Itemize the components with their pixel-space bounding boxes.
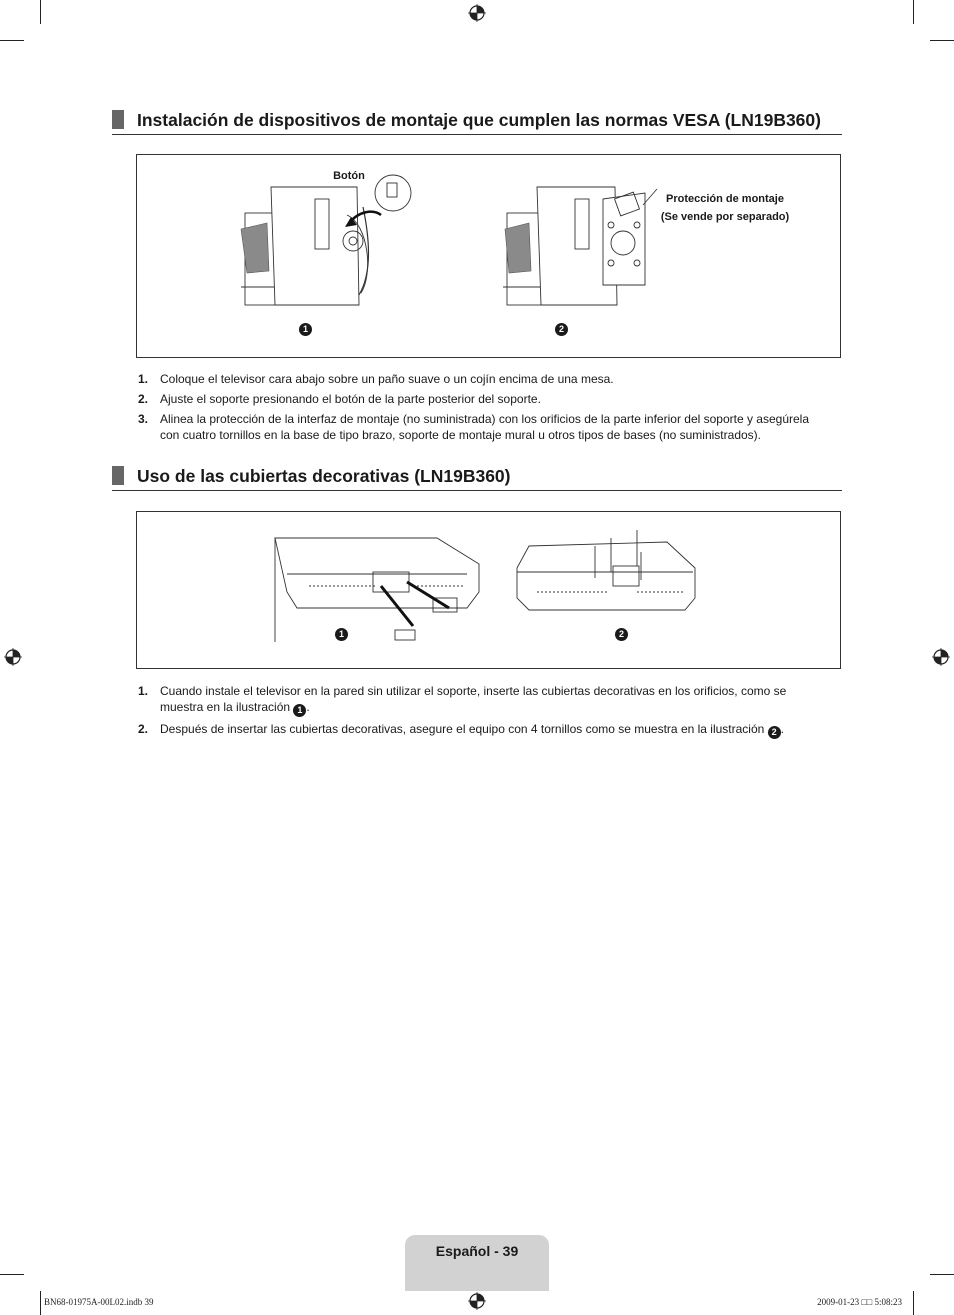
step-item: 1. Cuando instale el televisor en la pared sin utilizar el soporte, inserte las cubiertas decorativas en los orificios, como se muestra en la ilustración 1 . xyxy=(138,684,787,715)
label-button: Botón xyxy=(333,170,365,182)
step-item: 1. Coloque el televisor cara abajo sobre un paño suave o un cojín encima de una mesa. xyxy=(138,372,614,386)
figure-badge-2: 2 xyxy=(555,323,568,336)
covers-figure xyxy=(136,511,841,669)
crop-mark-icon xyxy=(40,1291,41,1315)
figure-ref-badge: 2 xyxy=(768,726,781,739)
figure-badge-1: 1 xyxy=(299,323,312,336)
vesa-illustration xyxy=(137,155,840,357)
label-mount-protection xyxy=(645,190,805,226)
section-title-covers xyxy=(112,466,842,491)
tv-base-illustration-2 xyxy=(517,530,695,610)
figure-ref-badge: 1 xyxy=(293,704,306,717)
registration-mark-icon xyxy=(932,648,950,666)
label-mount-line2: (Se vende por separado) xyxy=(660,211,790,223)
crop-mark-icon xyxy=(930,40,954,41)
cushion-shape xyxy=(505,223,531,273)
page-number-tab xyxy=(405,1235,549,1291)
label-mount-line1: Protección de montaje xyxy=(666,193,784,205)
covers-steps xyxy=(138,683,828,743)
page-label: Español - 39 xyxy=(435,1243,519,1259)
section-title-text: Uso de las cubiertas decorativas (LN19B360) xyxy=(137,466,511,486)
section-bar-icon xyxy=(112,466,124,485)
figure-badge-1: 1 xyxy=(335,628,348,641)
step-item: 2. Ajuste el soporte presionando el botón de la parte posterior del soporte. xyxy=(138,392,541,406)
registration-mark-icon xyxy=(4,648,22,666)
figure-badge-2: 2 xyxy=(615,628,628,641)
print-timestamp: 2009-01-23 □□ 5:08:23 xyxy=(817,1297,902,1307)
section-title-text: Instalación de dispositivos de montaje que cumplen las normas VESA (LN19B360) xyxy=(137,110,821,130)
crop-mark-icon xyxy=(0,40,24,41)
step-item: 2. Después de insertar las cubiertas decorativas, asegure el equipo con 4 tornillos como se muestra en la ilustración 2 . xyxy=(138,722,785,737)
step-item: 3. Alinea la protección de la interfaz de montaje (no suministrada) con los orificios de la parte inferior del soporte y asegúrela con cuatro tornillos en la base de tipo brazo, soporte de montaje mural u otros tipos de bases (no suministrados). xyxy=(138,412,810,442)
section-title-vesa xyxy=(112,110,842,135)
file-info: BN68-01975A-00L02.indb 39 xyxy=(44,1297,154,1307)
vesa-steps xyxy=(138,371,828,447)
registration-mark-icon xyxy=(468,4,486,22)
crop-mark-icon xyxy=(913,1291,914,1315)
crop-mark-icon xyxy=(913,0,914,24)
tv-base-illustration-1 xyxy=(275,538,479,642)
section-bar-icon xyxy=(112,110,124,129)
crop-mark-icon xyxy=(40,0,41,24)
vesa-figure xyxy=(136,154,841,358)
crop-mark-icon xyxy=(0,1274,24,1275)
registration-mark-icon xyxy=(468,1292,486,1310)
covers-illustration xyxy=(137,512,840,668)
crop-mark-icon xyxy=(930,1274,954,1275)
